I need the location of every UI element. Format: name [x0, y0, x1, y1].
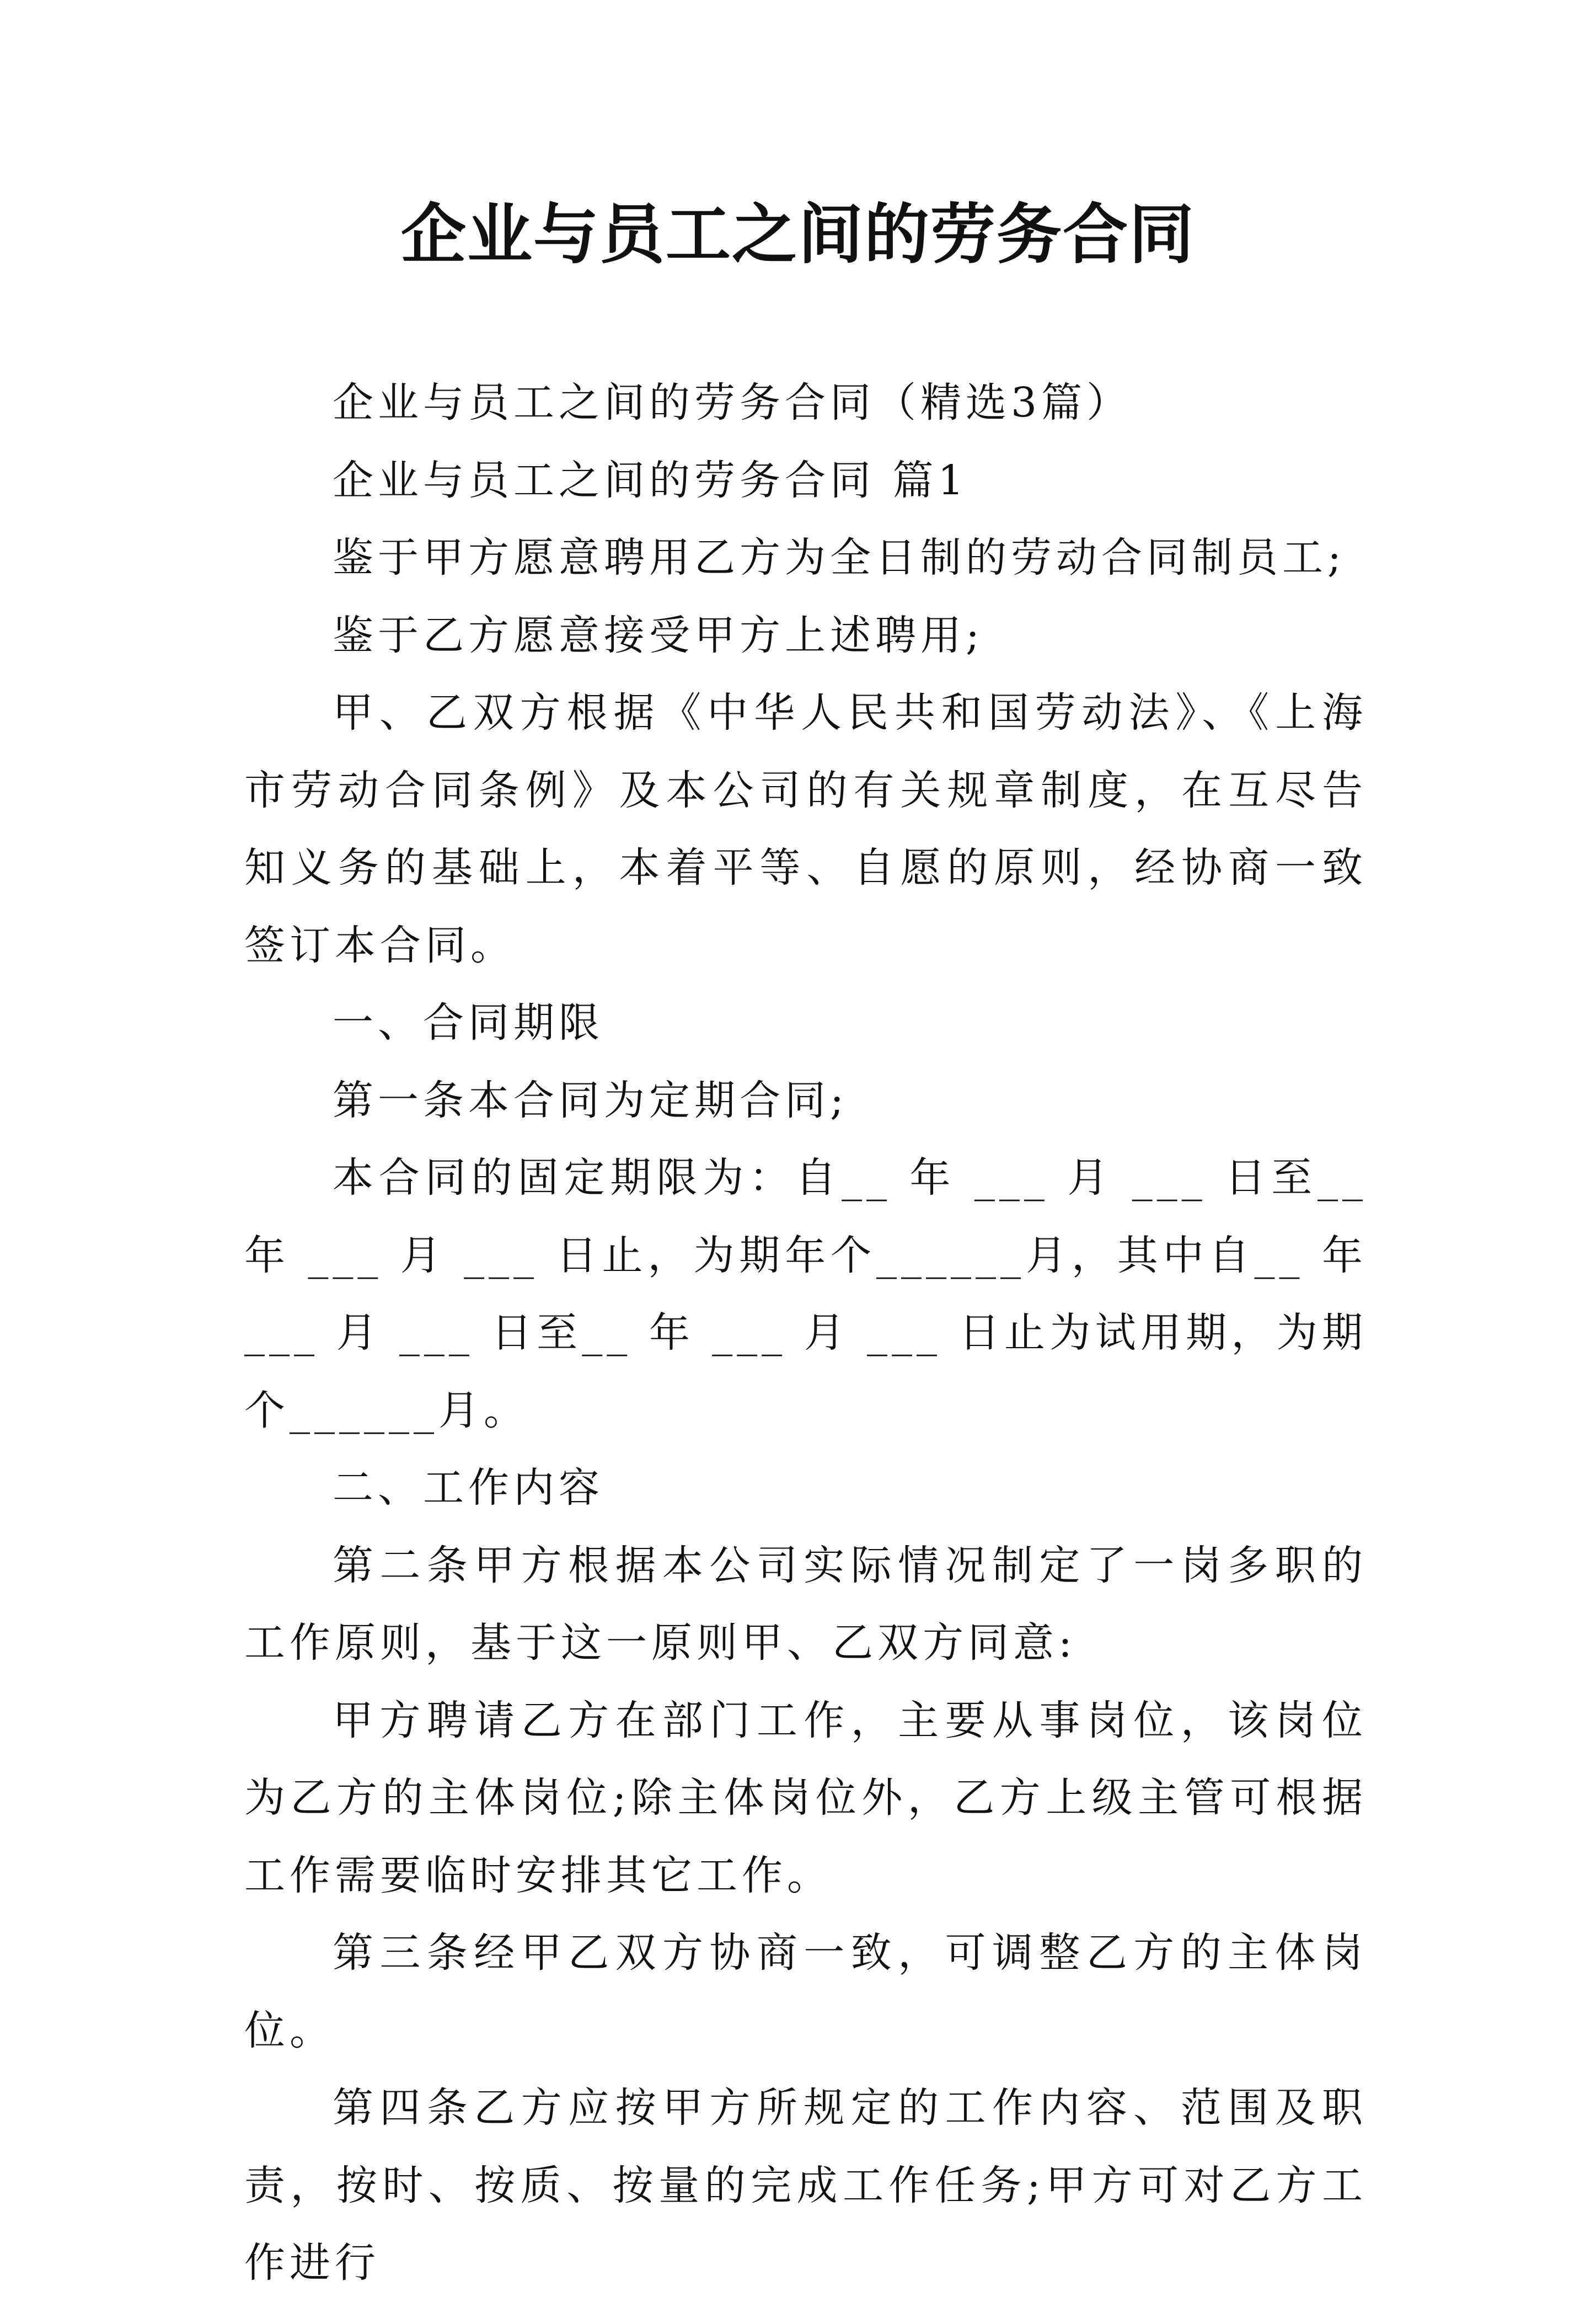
document-title: 企业与员工之间的劳务合同 — [400, 196, 1195, 273]
paragraph: 第一条本合同为定期合同; — [333, 1076, 848, 1124]
paragraph: 第四条乙方应按甲方所规定的工作内容、范围及职责，按时、按质、按量的完成工作任务;甲方可对乙方工作进行 — [244, 2084, 1367, 2287]
paragraph: 甲、乙双方根据《中华人民共和国劳动法》、《上海市劳动合同条例》及本公司的有关规章制度，在互尽告知义务的基础上，本着平等、自愿的原则，经协商一致签订本合同。 — [244, 689, 1367, 969]
paragraph: 甲方聘请乙方在部门工作，主要从事岗位，该岗位为乙方的主体岗位;除主体岗位外，乙方上级主管可根据工作需要临时安排其它工作。 — [244, 1696, 1367, 1899]
paragraph-term-dates: 本合同的固定期限为：自__ 年 ___ 月 ___ 日至__ 年 ___ 月 ___ 日止，为期年个______月，其中自__ 年 ___ 月 ___ 日至__ 年 ___ 月 ___ 日止为试用期，为期个______月。 — [244, 1154, 1385, 1434]
paragraph: 鉴于甲方愿意聘用乙方为全日制的劳动合同制员工; — [333, 534, 1346, 581]
paragraph-section-heading: 企业与员工之间的劳务合同 篇1 — [333, 456, 968, 504]
paragraph: 第二条甲方根据本公司实际情况制定了一岗多职的工作原则，基于这一原则甲、乙双方同意: — [244, 1541, 1367, 1667]
paragraph-heading: 二、工作内容 — [333, 1464, 604, 1511]
paragraph-subtitle: 企业与员工之间的劳务合同（精选3篇） — [333, 379, 1132, 426]
paragraph: 鉴于乙方愿意接受甲方上述聘用; — [333, 611, 984, 659]
paragraph-heading: 一、合同期限 — [333, 999, 604, 1046]
document-body — [244, 364, 1385, 2302]
paragraph: 第三条经甲乙双方协商一致，可调整乙方的主体岗位。 — [244, 1929, 1367, 2054]
